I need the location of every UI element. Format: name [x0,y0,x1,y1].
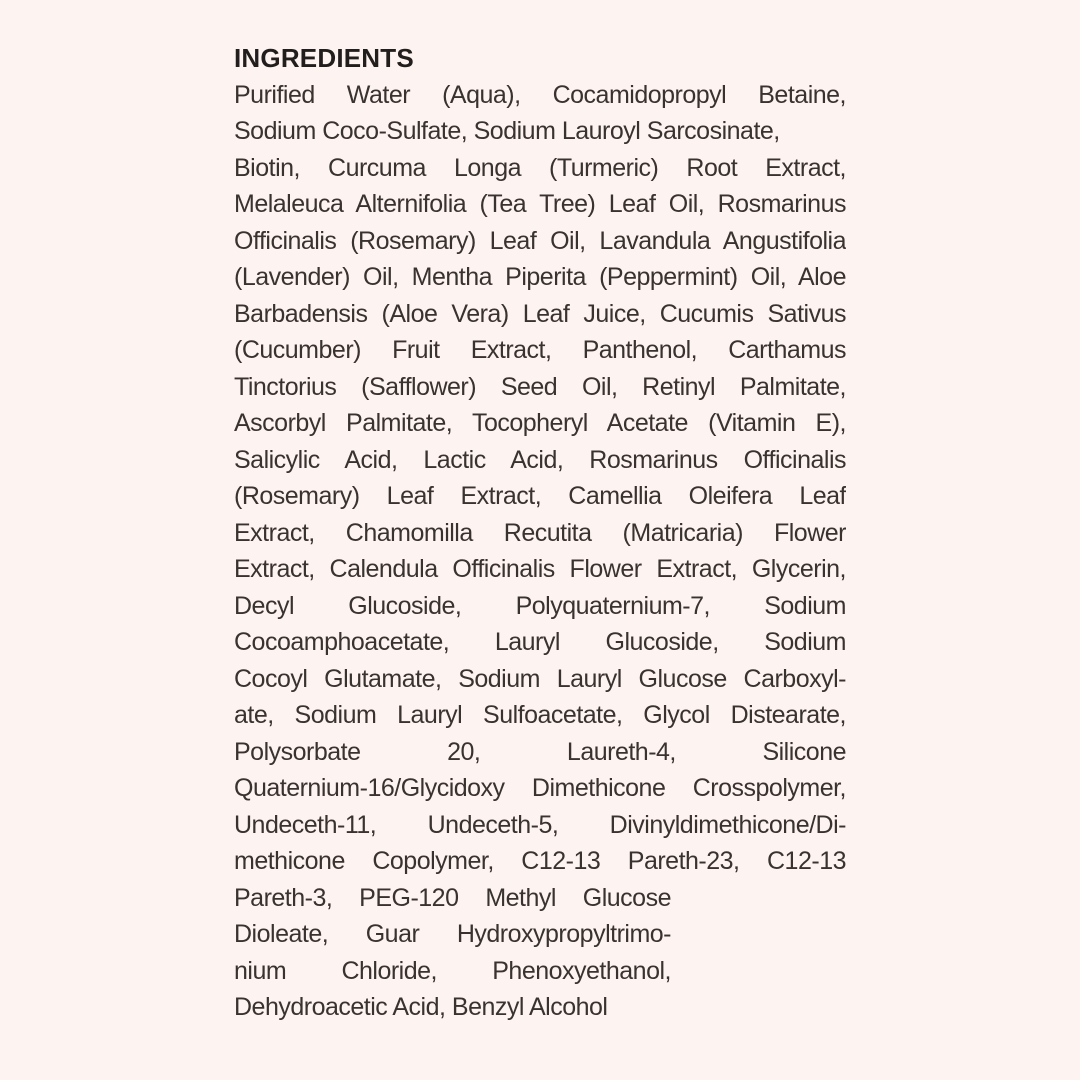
ingredient-line: nium Chloride, Phenoxyethanol, [234,956,671,985]
ingredient-line: Melaleuca Alternifolia (Tea Tree) Leaf Oil, Rosmarinus [234,190,846,218]
ingredients-heading: INGREDIENTS [234,43,414,73]
ingredient-line: Officinalis (Rosemary) Leaf Oil, Lavandula Angustifolia [234,226,846,255]
ingredient-line: Barbadensis (Aloe Vera) Leaf Juice, Cucumis Sativus [234,299,846,328]
ingredient-line: methicone Copolymer, C12-13 Pareth-23, C12-13 [234,847,846,875]
ingredient-line: Quaternium-16/Glycidoxy Dimethicone Crosspolymer, [234,774,846,802]
ingredient-line: Cocoamphoacetate, Lauryl Glucoside, Sodium [234,628,846,656]
ingredient-line: Salicylic Acid, Lactic Acid, Rosmarinus Officinalis [234,445,846,474]
ingredient-line: Purified Water (Aqua), Cocamidopropyl Betaine, [234,80,846,109]
ingredient-line: Dehydroacetic Acid, Benzyl Alcohol [234,993,608,1021]
ingredient-line: (Rosemary) Leaf Extract, Camellia Oleifera Leaf [234,482,846,510]
ingredient-line: Ascorbyl Palmitate, Tocopheryl Acetate (Vitamin E), [234,409,846,437]
ingredient-line: (Lavender) Oil, Mentha Piperita (Peppermint) Oil, Aloe [234,263,846,291]
ingredients-text [234,77,846,1026]
ingredient-line: ate, Sodium Lauryl Sulfoacetate, Glycol Distearate, [234,701,846,729]
ingredient-line: Dioleate, Guar Hydroxypropyltrimo- [234,920,671,948]
ingredient-line: Pareth-3, PEG-120 Methyl Glucose [234,883,671,912]
ingredient-line: Cocoyl Glutamate, Sodium Lauryl Glucose Carboxyl- [234,664,846,693]
ingredient-line: (Cucumber) Fruit Extract, Panthenol, Carthamus [234,336,846,364]
ingredients-panel [234,40,846,1026]
ingredient-line: Biotin, Curcuma Longa (Turmeric) Root Extract, [234,153,846,182]
ingredient-line: Sodium Coco-Sulfate, Sodium Lauroyl Sarcosinate, [234,117,780,145]
ingredient-line: Polysorbate 20, Laureth-4, Silicone [234,737,846,766]
ingredient-line: Undeceth-11, Undeceth-5, Divinyldimethicone/Di- [234,810,846,839]
ingredient-line: Tinctorius (Safflower) Seed Oil, Retinyl Palmitate, [234,372,846,401]
ingredient-line: Decyl Glucoside, Polyquaternium-7, Sodium [234,591,846,620]
ingredient-line: Extract, Calendula Officinalis Flower Extract, Glycerin, [234,555,846,583]
ingredient-line: Extract, Chamomilla Recutita (Matricaria) Flower [234,518,846,547]
